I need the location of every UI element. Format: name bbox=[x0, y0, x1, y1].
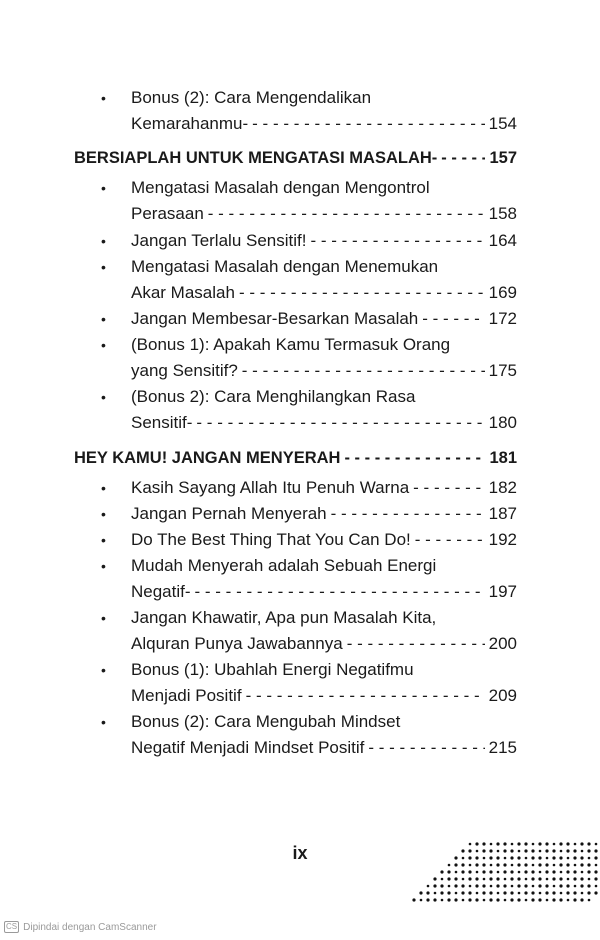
halftone-dot bbox=[538, 863, 541, 866]
halftone-dot bbox=[504, 899, 507, 902]
bullet-icon: • bbox=[101, 610, 106, 626]
halftone-dot bbox=[497, 871, 500, 874]
halftone-dot bbox=[573, 898, 576, 901]
halftone-dot bbox=[580, 863, 583, 866]
halftone-dot bbox=[539, 871, 542, 874]
halftone-dot bbox=[567, 857, 570, 860]
halftone-dot bbox=[482, 870, 485, 873]
bullet-icon: • bbox=[101, 311, 106, 327]
toc-item[interactable] bbox=[131, 580, 517, 604]
halftone-dot bbox=[468, 891, 471, 894]
toc-page-number: 180 bbox=[488, 413, 517, 432]
toc-item-text: Alquran Punya Jawabannya bbox=[131, 634, 343, 653]
halftone-dot bbox=[468, 898, 471, 901]
halftone-dot bbox=[531, 891, 534, 894]
halftone-dot bbox=[433, 898, 436, 901]
halftone-dot bbox=[482, 884, 485, 887]
halftone-dot bbox=[433, 877, 436, 880]
halftone-dot bbox=[595, 843, 598, 846]
dot-leader bbox=[441, 146, 485, 170]
toc-item-text: Bonus (1): Ubahlah Energi Negatifmu bbox=[131, 660, 414, 679]
dot-leader bbox=[310, 229, 484, 253]
halftone-dot bbox=[594, 891, 597, 894]
halftone-dot bbox=[587, 884, 590, 887]
toc-page-number: 215 bbox=[488, 738, 517, 757]
toc-heading-title: BERSIAPLAH UNTUK MENGATASI MASALAH- bbox=[74, 149, 438, 167]
halftone-dot bbox=[594, 877, 597, 880]
dot-leader bbox=[208, 202, 485, 226]
halftone-dot bbox=[559, 856, 562, 859]
halftone-dot bbox=[587, 891, 590, 894]
toc-item[interactable] bbox=[131, 502, 517, 526]
halftone-dot bbox=[552, 891, 555, 894]
halftone-dot bbox=[503, 863, 506, 866]
halftone-dot bbox=[475, 863, 478, 866]
toc-page-number: 197 bbox=[488, 582, 517, 601]
toc-page-number: 182 bbox=[488, 478, 517, 497]
halftone-dot bbox=[447, 870, 450, 873]
halftone-dot bbox=[525, 878, 528, 881]
toc-page-number: 154 bbox=[488, 114, 517, 133]
halftone-dot bbox=[469, 885, 472, 888]
halftone-dot bbox=[594, 856, 597, 859]
halftone-dot bbox=[511, 885, 514, 888]
toc-item[interactable] bbox=[131, 359, 517, 383]
halftone-dot bbox=[518, 850, 521, 853]
toc-item-text: Negatif- bbox=[131, 582, 191, 601]
scanner-watermark bbox=[4, 921, 157, 933]
halftone-dot bbox=[469, 843, 472, 846]
halftone-dot bbox=[517, 863, 520, 866]
dot-leader bbox=[368, 736, 484, 760]
watermark-text: Dipindai dengan CamScanner bbox=[23, 921, 157, 933]
halftone-dot bbox=[524, 870, 527, 873]
halftone-dot bbox=[475, 898, 478, 901]
halftone-dot bbox=[545, 842, 548, 845]
halftone-dot bbox=[538, 884, 541, 887]
toc-item[interactable] bbox=[131, 281, 517, 305]
toc-item-text: Jangan Membesar-Besarkan Masalah bbox=[131, 309, 419, 328]
halftone-dot bbox=[496, 877, 499, 880]
halftone-dot bbox=[531, 898, 534, 901]
halftone-dot bbox=[482, 891, 485, 894]
halftone-dot bbox=[588, 899, 591, 902]
halftone-dot bbox=[532, 843, 535, 846]
halftone-dot bbox=[517, 898, 520, 901]
halftone-dot bbox=[588, 878, 591, 881]
dot-leader bbox=[246, 684, 485, 708]
halftone-dot bbox=[573, 856, 576, 859]
halftone-dot bbox=[448, 885, 451, 888]
halftone-dot bbox=[574, 885, 577, 888]
halftone-dot bbox=[468, 877, 471, 880]
bullet-icon: • bbox=[101, 389, 106, 405]
halftone-dot bbox=[482, 863, 485, 866]
halftone-dot bbox=[552, 849, 555, 852]
halftone-dot bbox=[567, 878, 570, 881]
halftone-dot bbox=[574, 843, 577, 846]
halftone-dot bbox=[573, 891, 576, 894]
toc-item[interactable] bbox=[131, 476, 517, 500]
halftone-dot bbox=[496, 863, 499, 866]
halftone-dot bbox=[566, 884, 569, 887]
halftone-dot bbox=[560, 892, 563, 895]
halftone-dot bbox=[448, 864, 451, 867]
dot-leader bbox=[413, 476, 484, 500]
halftone-dot bbox=[545, 863, 548, 866]
halftone-dot bbox=[419, 891, 422, 894]
halftone-dot bbox=[580, 884, 583, 887]
halftone-dot bbox=[490, 843, 493, 846]
halftone-dot bbox=[595, 885, 598, 888]
halftone-dot bbox=[482, 842, 485, 845]
halftone-dot bbox=[553, 843, 556, 846]
halftone-dot bbox=[441, 899, 444, 902]
bullet-icon: • bbox=[101, 714, 106, 730]
toc-item-text: Mengatasi Masalah dengan Menemukan bbox=[131, 257, 439, 276]
toc-item[interactable] bbox=[131, 684, 517, 708]
halftone-dot bbox=[517, 842, 520, 845]
dot-leader bbox=[347, 632, 485, 656]
toc-item-text: Jangan Pernah Menyerah bbox=[131, 504, 327, 523]
toc-page-number: 175 bbox=[488, 361, 517, 380]
halftone-dot bbox=[462, 857, 465, 860]
halftone-dot bbox=[539, 892, 542, 895]
halftone-dot bbox=[475, 877, 478, 880]
halftone-dot bbox=[559, 863, 562, 866]
halftone-dot bbox=[566, 863, 569, 866]
halftone-dot bbox=[560, 871, 563, 874]
halftone-dot bbox=[503, 884, 506, 887]
halftone-dot bbox=[573, 849, 576, 852]
halftone-dot bbox=[434, 892, 437, 895]
toc-item-text: Perasaan bbox=[131, 204, 204, 223]
halftone-dot bbox=[587, 849, 590, 852]
toc-item[interactable] bbox=[131, 112, 517, 136]
halftone-dot bbox=[532, 885, 535, 888]
halftone-dot bbox=[504, 857, 507, 860]
halftone-dot bbox=[511, 843, 514, 846]
toc-item-text: Mudah Menyerah adalah Sebuah Energi bbox=[131, 556, 437, 575]
toc-page-number: 158 bbox=[488, 204, 517, 223]
toc-item[interactable] bbox=[131, 528, 517, 552]
bullet-icon: • bbox=[101, 180, 106, 196]
halftone-dot bbox=[489, 849, 492, 852]
halftone-dot bbox=[476, 871, 479, 874]
halftone-dot bbox=[560, 850, 563, 853]
halftone-dot bbox=[525, 899, 528, 902]
halftone-dot bbox=[503, 849, 506, 852]
halftone-dot bbox=[496, 842, 499, 845]
dot-leader bbox=[196, 411, 484, 435]
toc-item[interactable] bbox=[131, 632, 517, 656]
halftone-dot bbox=[587, 842, 590, 845]
halftone-dot bbox=[497, 892, 500, 895]
halftone-dot bbox=[496, 884, 499, 887]
halftone-dot bbox=[539, 850, 542, 853]
halftone-dot bbox=[426, 891, 429, 894]
halftone-dot bbox=[447, 898, 450, 901]
halftone-dot bbox=[517, 877, 520, 880]
halftone-dot bbox=[461, 870, 464, 873]
toc-page-number: 169 bbox=[488, 283, 517, 302]
halftone-dot bbox=[427, 885, 430, 888]
halftone-dot bbox=[454, 898, 457, 901]
halftone-dot bbox=[468, 856, 471, 859]
halftone-dot bbox=[587, 863, 590, 866]
halftone-dot bbox=[440, 891, 443, 894]
halftone-dot bbox=[468, 870, 471, 873]
halftone-dot bbox=[489, 877, 492, 880]
halftone-dot bbox=[475, 856, 478, 859]
halftone-dot bbox=[531, 856, 534, 859]
toc-page-number: 181 bbox=[489, 449, 517, 467]
halftone-dot bbox=[594, 849, 597, 852]
halftone-dot bbox=[524, 849, 527, 852]
halftone-dot bbox=[545, 849, 548, 852]
halftone-dot bbox=[580, 856, 583, 859]
halftone-dot bbox=[454, 863, 457, 866]
halftone-dot bbox=[482, 849, 485, 852]
halftone-dot bbox=[546, 878, 549, 881]
toc-item-text: Mengatasi Masalah dengan Mengontrol bbox=[131, 178, 430, 197]
halftone-dot bbox=[531, 877, 534, 880]
halftone-dot bbox=[433, 884, 436, 887]
halftone-dot bbox=[454, 884, 457, 887]
halftone-dot bbox=[538, 842, 541, 845]
halftone-dot bbox=[517, 856, 520, 859]
halftone-dot bbox=[489, 891, 492, 894]
halftone-dot bbox=[496, 898, 499, 901]
halftone-dot bbox=[455, 892, 458, 895]
halftone-dot bbox=[440, 870, 443, 873]
halftone-dot bbox=[580, 877, 583, 880]
halftone-dot bbox=[559, 842, 562, 845]
halftone-dot bbox=[531, 849, 534, 852]
halftone-dot bbox=[469, 864, 472, 867]
halftone-dot bbox=[510, 877, 513, 880]
halftone-dot bbox=[461, 849, 464, 852]
toc-page-number: 200 bbox=[488, 634, 517, 653]
halftone-dot bbox=[552, 856, 555, 859]
toc-page-number: 187 bbox=[488, 504, 517, 523]
halftone-decoration bbox=[410, 838, 600, 908]
page-number: ix bbox=[292, 843, 308, 863]
toc-item-text: Sensitif- bbox=[131, 413, 193, 432]
halftone-dot bbox=[454, 877, 457, 880]
dot-leader bbox=[331, 502, 485, 526]
halftone-dot bbox=[441, 878, 444, 881]
halftone-dot bbox=[552, 870, 555, 873]
toc-item-text: Jangan Terlalu Sensitif! bbox=[131, 231, 307, 250]
toc-page-number: 172 bbox=[488, 309, 517, 328]
toc-item-text: yang Sensitif? bbox=[131, 361, 238, 380]
dot-leader bbox=[195, 580, 485, 604]
halftone-dot bbox=[510, 849, 513, 852]
halftone-dot bbox=[573, 877, 576, 880]
halftone-dot bbox=[525, 857, 528, 860]
halftone-dot bbox=[566, 891, 569, 894]
toc-item[interactable] bbox=[131, 307, 517, 331]
halftone-dot bbox=[490, 885, 493, 888]
toc-page-number: 192 bbox=[488, 530, 517, 549]
dot-leader bbox=[422, 307, 484, 331]
halftone-dot bbox=[503, 842, 506, 845]
bullet-icon: • bbox=[101, 558, 106, 574]
halftone-dot bbox=[581, 850, 584, 853]
halftone-dot bbox=[510, 870, 513, 873]
halftone-dot bbox=[518, 871, 521, 874]
bullet-icon: • bbox=[101, 480, 106, 496]
halftone-dot bbox=[455, 871, 458, 874]
halftone-dot bbox=[581, 871, 584, 874]
bullet-icon: • bbox=[101, 662, 106, 678]
halftone-dot bbox=[447, 877, 450, 880]
halftone-dot bbox=[489, 856, 492, 859]
halftone-dot bbox=[580, 898, 583, 901]
halftone-dot bbox=[581, 892, 584, 895]
halftone-dot bbox=[574, 864, 577, 867]
toc-page-number: 164 bbox=[488, 231, 517, 250]
toc-item-text: Negatif Menjadi Mindset Positif bbox=[131, 738, 365, 757]
dot-leader bbox=[252, 112, 484, 136]
toc-item-text: Do The Best Thing That You Can Do! bbox=[131, 530, 411, 549]
halftone-dot bbox=[503, 870, 506, 873]
halftone-dot bbox=[468, 849, 471, 852]
halftone-dot bbox=[420, 899, 423, 902]
toc-item[interactable] bbox=[131, 736, 517, 760]
toc-item-text: Kemarahanmu- bbox=[131, 114, 249, 133]
halftone-dot bbox=[476, 892, 479, 895]
halftone-dot bbox=[461, 884, 464, 887]
halftone-dot bbox=[524, 842, 527, 845]
halftone-dot bbox=[587, 870, 590, 873]
toc-item-text: Menjadi Positif bbox=[131, 686, 242, 705]
bullet-icon: • bbox=[101, 259, 106, 275]
halftone-dot bbox=[503, 891, 506, 894]
halftone-dot bbox=[559, 898, 562, 901]
halftone-dot bbox=[553, 885, 556, 888]
bullet-icon: • bbox=[101, 233, 106, 249]
halftone-dot bbox=[476, 850, 479, 853]
toc-item[interactable] bbox=[131, 202, 517, 226]
toc-item-text: (Bonus 2): Cara Menghilangkan Rasa bbox=[131, 387, 416, 406]
toc-item-text: Jangan Khawatir, Apa pun Masalah Kita, bbox=[131, 608, 437, 627]
halftone-dot bbox=[559, 877, 562, 880]
toc-item[interactable] bbox=[131, 229, 517, 253]
dot-leader bbox=[242, 359, 485, 383]
halftone-dot bbox=[483, 878, 486, 881]
bullet-icon: • bbox=[101, 90, 106, 106]
halftone-dot bbox=[524, 891, 527, 894]
halftone-dot bbox=[546, 899, 549, 902]
halftone-dot bbox=[552, 877, 555, 880]
halftone-dot bbox=[566, 842, 569, 845]
halftone-dot bbox=[538, 856, 541, 859]
bullet-icon: • bbox=[101, 532, 106, 548]
halftone-dot bbox=[538, 898, 541, 901]
halftone-dot bbox=[524, 884, 527, 887]
halftone-dot bbox=[546, 857, 549, 860]
halftone-dot bbox=[588, 857, 591, 860]
halftone-dot bbox=[489, 898, 492, 901]
halftone-dot bbox=[511, 864, 514, 867]
halftone-dot bbox=[573, 870, 576, 873]
dot-leader bbox=[239, 281, 485, 305]
toc-item-text: Kasih Sayang Allah Itu Penuh Warna bbox=[131, 478, 410, 497]
toc-heading[interactable] bbox=[74, 146, 517, 170]
toc-page-number: 209 bbox=[488, 686, 517, 705]
toc-heading-title: HEY KAMU! JANGAN MENYERAH bbox=[74, 449, 341, 467]
toc-item-text: (Bonus 1): Apakah Kamu Termasuk Orang bbox=[131, 335, 451, 354]
halftone-dot bbox=[531, 870, 534, 873]
bullet-icon: • bbox=[101, 506, 106, 522]
toc-heading[interactable] bbox=[74, 446, 517, 470]
toc-page-number: 157 bbox=[489, 149, 517, 167]
halftone-dot bbox=[454, 856, 457, 859]
halftone-dot bbox=[426, 898, 429, 901]
halftone-dot bbox=[517, 884, 520, 887]
dot-leader bbox=[344, 446, 485, 470]
camscanner-icon: CS bbox=[6, 922, 18, 931]
halftone-dot bbox=[545, 870, 548, 873]
toc-item-text: Bonus (2): Cara Mengubah Mindset bbox=[131, 712, 401, 731]
halftone-dot bbox=[489, 870, 492, 873]
halftone-dot bbox=[475, 884, 478, 887]
halftone-dot bbox=[552, 898, 555, 901]
halftone-dot bbox=[483, 857, 486, 860]
halftone-dot bbox=[412, 898, 415, 901]
dot-leader bbox=[415, 528, 485, 552]
halftone-dot bbox=[490, 864, 493, 867]
halftone-dot bbox=[545, 891, 548, 894]
halftone-dot bbox=[504, 878, 507, 881]
halftone-dot bbox=[483, 899, 486, 902]
halftone-dot bbox=[510, 856, 513, 859]
toc-item[interactable] bbox=[131, 411, 517, 435]
halftone-dot bbox=[567, 899, 570, 902]
halftone-dot bbox=[447, 891, 450, 894]
toc-item-text: Bonus (2): Cara Mengendalikan bbox=[131, 88, 372, 107]
halftone-dot bbox=[462, 878, 465, 881]
halftone-dot bbox=[566, 870, 569, 873]
halftone-dot bbox=[510, 898, 513, 901]
halftone-dot bbox=[497, 850, 500, 853]
halftone-dot bbox=[595, 864, 598, 867]
halftone-dot bbox=[475, 842, 478, 845]
halftone-dot bbox=[510, 891, 513, 894]
halftone-dot bbox=[594, 870, 597, 873]
halftone-dot bbox=[553, 864, 556, 867]
halftone-dot bbox=[461, 891, 464, 894]
halftone-dot bbox=[532, 864, 535, 867]
halftone-dot bbox=[538, 877, 541, 880]
halftone-dot bbox=[566, 849, 569, 852]
halftone-dot bbox=[559, 884, 562, 887]
halftone-dot bbox=[580, 842, 583, 845]
halftone-dot bbox=[524, 863, 527, 866]
bullet-icon: • bbox=[101, 337, 106, 353]
halftone-dot bbox=[440, 884, 443, 887]
halftone-dot bbox=[461, 863, 464, 866]
halftone-dot bbox=[545, 884, 548, 887]
halftone-dot bbox=[496, 856, 499, 859]
toc-item-text: Akar Masalah bbox=[131, 283, 235, 302]
halftone-dot bbox=[462, 899, 465, 902]
halftone-dot bbox=[518, 892, 521, 895]
